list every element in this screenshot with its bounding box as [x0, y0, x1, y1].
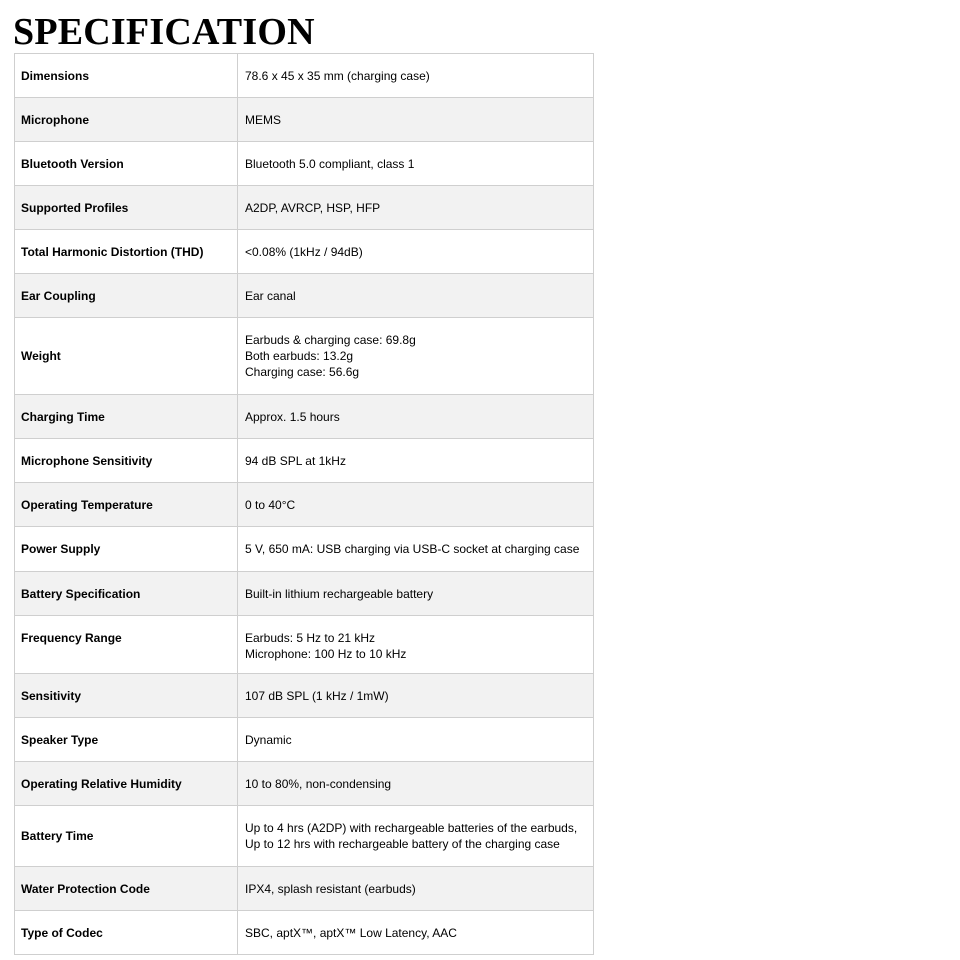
- spec-value-line: 10 to 80%, non-condensing: [245, 776, 392, 791]
- table-row: [15, 395, 594, 439]
- spec-value: [238, 98, 594, 142]
- spec-value-line: Charging case: 56.6g: [245, 365, 360, 379]
- spec-value: [238, 186, 594, 230]
- spec-value: [238, 718, 594, 762]
- spec-value: [238, 572, 594, 616]
- table-row: [15, 318, 594, 395]
- table-row: [15, 54, 594, 98]
- spec-value-line: Approx. 1.5 hours: [245, 409, 340, 424]
- spec-label: Frequency Range: [15, 616, 238, 674]
- spec-value: [238, 674, 594, 718]
- spec-label: Ear Coupling: [15, 274, 238, 318]
- spec-value-line: SBC, aptX™, aptX™ Low Latency, AAC: [245, 925, 457, 940]
- table-row: [15, 762, 594, 806]
- table-row: [15, 616, 594, 674]
- table-row: [15, 274, 594, 318]
- spec-value: [238, 806, 594, 867]
- spec-value-line: 0 to 40°C: [245, 497, 296, 512]
- spec-label: Microphone: [15, 98, 238, 142]
- spec-value: [238, 616, 594, 674]
- spec-label: Operating Temperature: [15, 483, 238, 527]
- spec-value: [238, 318, 594, 395]
- spec-value-line: 107 dB SPL (1 kHz / 1mW): [245, 688, 389, 703]
- spec-label: Type of Codec: [15, 911, 238, 955]
- table-row: [15, 186, 594, 230]
- table-row: [15, 483, 594, 527]
- spec-label: Total Harmonic Distortion (THD): [15, 230, 238, 274]
- spec-value: [238, 911, 594, 955]
- table-row: [15, 674, 594, 718]
- spec-value: [238, 483, 594, 527]
- spec-value: [238, 395, 594, 439]
- spec-value-line: Up to 4 hrs (A2DP) with rechargeable batteries of the earbuds,: [245, 821, 578, 835]
- specification-table-body: [15, 54, 594, 955]
- spec-value-line: Earbuds & charging case: 69.8g: [245, 333, 416, 347]
- spec-label: Charging Time: [15, 395, 238, 439]
- spec-value-line: IPX4, splash resistant (earbuds): [245, 881, 416, 896]
- spec-label: Water Protection Code: [15, 867, 238, 911]
- table-row: [15, 98, 594, 142]
- spec-value: [238, 274, 594, 318]
- spec-label: Bluetooth Version: [15, 142, 238, 186]
- spec-value-line: Bluetooth 5.0 compliant, class 1: [245, 156, 415, 171]
- spec-label: Sensitivity: [15, 674, 238, 718]
- page-title: SPECIFICATION: [13, 11, 315, 53]
- table-row: [15, 911, 594, 955]
- table-row: [15, 439, 594, 483]
- table-row: [15, 527, 594, 572]
- table-row: [15, 142, 594, 186]
- table-row: [15, 230, 594, 274]
- table-row: [15, 867, 594, 911]
- table-row: [15, 806, 594, 867]
- spec-value-line: Ear canal: [245, 288, 296, 303]
- spec-value-line: <0.08% (1kHz / 94dB): [245, 244, 363, 259]
- spec-value: [238, 762, 594, 806]
- spec-value-line: 94 dB SPL at 1kHz: [245, 453, 346, 468]
- spec-value: [238, 527, 594, 572]
- spec-label: Operating Relative Humidity: [15, 762, 238, 806]
- spec-value-line: Microphone: 100 Hz to 10 kHz: [245, 647, 407, 661]
- spec-value-line: MEMS: [245, 112, 281, 127]
- spec-label: Battery Specification: [15, 572, 238, 616]
- spec-value: [238, 142, 594, 186]
- spec-value: [238, 54, 594, 98]
- spec-value: [238, 230, 594, 274]
- spec-value-line: Both earbuds: 13.2g: [245, 349, 354, 363]
- spec-label: Weight: [15, 318, 238, 395]
- spec-label: Supported Profiles: [15, 186, 238, 230]
- table-row: [15, 572, 594, 616]
- spec-label: Dimensions: [15, 54, 238, 98]
- spec-label: Speaker Type: [15, 718, 238, 762]
- spec-label: Battery Time: [15, 806, 238, 867]
- spec-label: Microphone Sensitivity: [15, 439, 238, 483]
- spec-value-line: Built-in lithium rechargeable battery: [245, 586, 434, 601]
- spec-value: [238, 439, 594, 483]
- spec-value-line: 78.6 x 45 x 35 mm (charging case): [245, 68, 430, 83]
- spec-value-line: A2DP, AVRCP, HSP, HFP: [245, 200, 381, 215]
- specification-table: [14, 53, 594, 955]
- spec-value-line: Earbuds: 5 Hz to 21 kHz: [245, 631, 376, 645]
- spec-value: [238, 867, 594, 911]
- spec-value-line: 5 V, 650 mA: USB charging via USB-C socket at charging case: [245, 542, 580, 556]
- spec-label: Power Supply: [15, 527, 238, 572]
- spec-value-line: Up to 12 hrs with rechargeable battery of the charging case: [245, 837, 560, 851]
- spec-value-line: Dynamic: [245, 732, 292, 747]
- table-row: [15, 718, 594, 762]
